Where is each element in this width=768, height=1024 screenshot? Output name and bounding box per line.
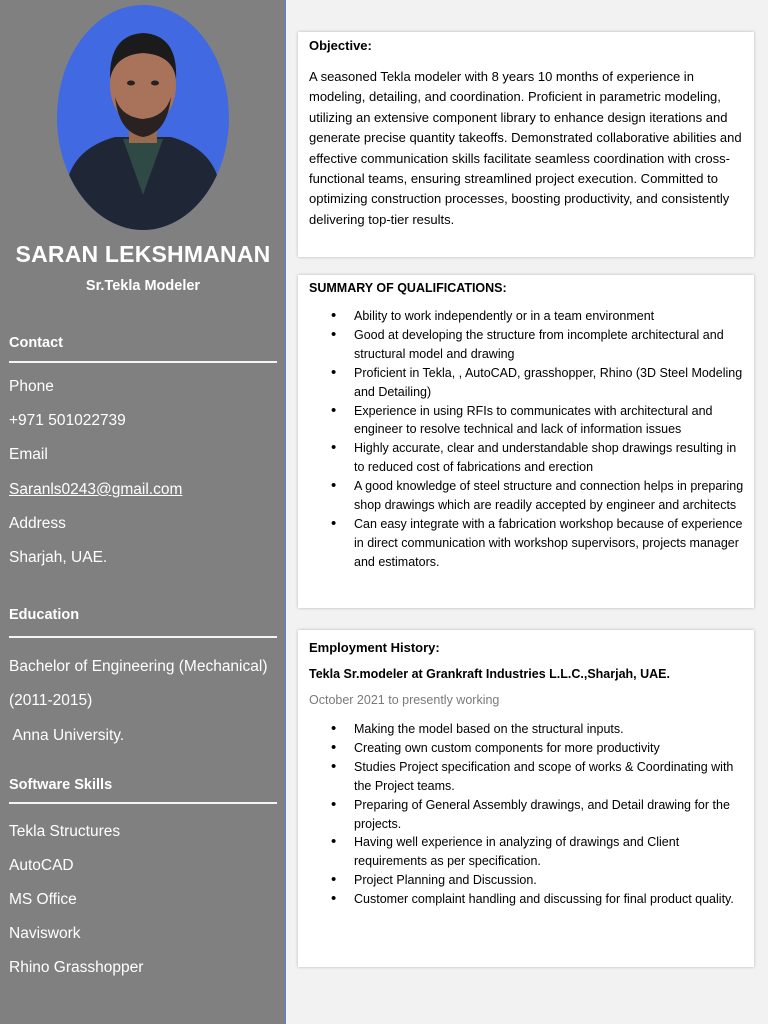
software-item: Tekla Structures [9,823,121,840]
summary-card [298,275,754,608]
address-label: Address [9,515,66,532]
job-period: October 2021 to presently working [309,693,500,707]
employment-card [298,630,754,967]
phone-value: +971 501022739 [9,412,126,429]
sidebar [0,0,286,1024]
list-item: • Studies Project specification and scope of works & Coordinating with the Project teams. [309,758,744,796]
list-item: • Customer complaint handling and discussing for final product quality. [309,890,744,909]
education-divider [9,636,277,638]
job-title: Tekla Sr.modeler at Grankraft Industries L.L.C.,Sharjah, UAE. [309,667,670,681]
list-item: • Having well experience in analyzing of drawings and Client requirements as per specification. [309,833,744,871]
list-item: • Ability to work independently or in a team environment [309,307,744,326]
education-heading: Education [9,607,80,623]
employment-heading: Employment History: [309,640,440,655]
employment-list [309,720,744,909]
contact-heading: Contact [9,335,63,351]
list-item: • Creating own custom components for more productivity [309,739,744,758]
objective-text: A seasoned Tekla modeler with 8 years 10 months of experience in modeling, detailing, and coordination. Proficient in parametric modeling, utilizing an extensive component library to enhance design iterations and generate precise quantity takeoffs. Demonstrated collaborative abilities and effective communication skills facilitate seamless coordination with cross-functional teams, ensuring streamlined project execution. Committed to optimizing construction processes, boosting productivity, and consistently delivering top-tier results. [309,69,742,227]
education-university: Anna University. [9,727,125,744]
person-portrait-icon [57,5,229,230]
education-degree: Bachelor of Engineering (Mechanical) [9,658,268,675]
list-item: • Good at developing the structure from incomplete architectural and structural model and drawing [309,326,744,364]
software-item: Naviswork [9,925,81,942]
list-item: • Making the model based on the structural inputs. [309,720,744,739]
list-item: • Can easy integrate with a fabrication workshop because of experience in direct communication with workshop supervisors, projects manager and estimators. [309,515,744,572]
profile-photo [57,5,229,230]
software-heading: Software Skills [9,777,113,793]
software-item: AutoCAD [9,857,74,874]
address-value: Sharjah, UAE. [9,549,108,566]
email-value [9,481,182,499]
list-item: • A good knowledge of steel structure and connection helps in preparing shop drawings which are readily accepted by engineer and architects [309,477,744,515]
list-item: • Highly accurate, clear and understandable shop drawings resulting in to reduced cost of fabrications and erection [309,439,744,477]
phone-label: Phone [9,378,54,395]
list-item: • Proficient in Tekla, , AutoCAD, grasshopper, Rhino (3D Steel Modeling and Detailing) [309,364,744,402]
contact-divider [9,361,277,363]
list-item: • Project Planning and Discussion. [309,871,744,890]
objective-heading: Objective: [309,38,372,53]
software-item: MS Office [9,891,77,908]
person-name: SARAN LEKSHMANAN [15,241,271,267]
email-link[interactable]: Saranls0243@gmail.com [9,481,183,498]
list-item: • Experience in using RFIs to communicates with architectural and engineer to resolve technical and lack of information issues [309,402,744,440]
list-item: • Preparing of General Assembly drawings, and Detail drawing for the projects. [309,796,744,834]
education-years: (2011-2015) [9,692,93,709]
summary-list [309,307,744,572]
person-role: Sr.Tekla Modeler [85,278,201,294]
software-divider [9,802,277,804]
software-item: Rhino Grasshopper [9,959,144,976]
objective-card [298,32,754,257]
email-label: Email [9,446,48,463]
summary-heading: SUMMARY OF QUALIFICATIONS: [309,281,507,295]
